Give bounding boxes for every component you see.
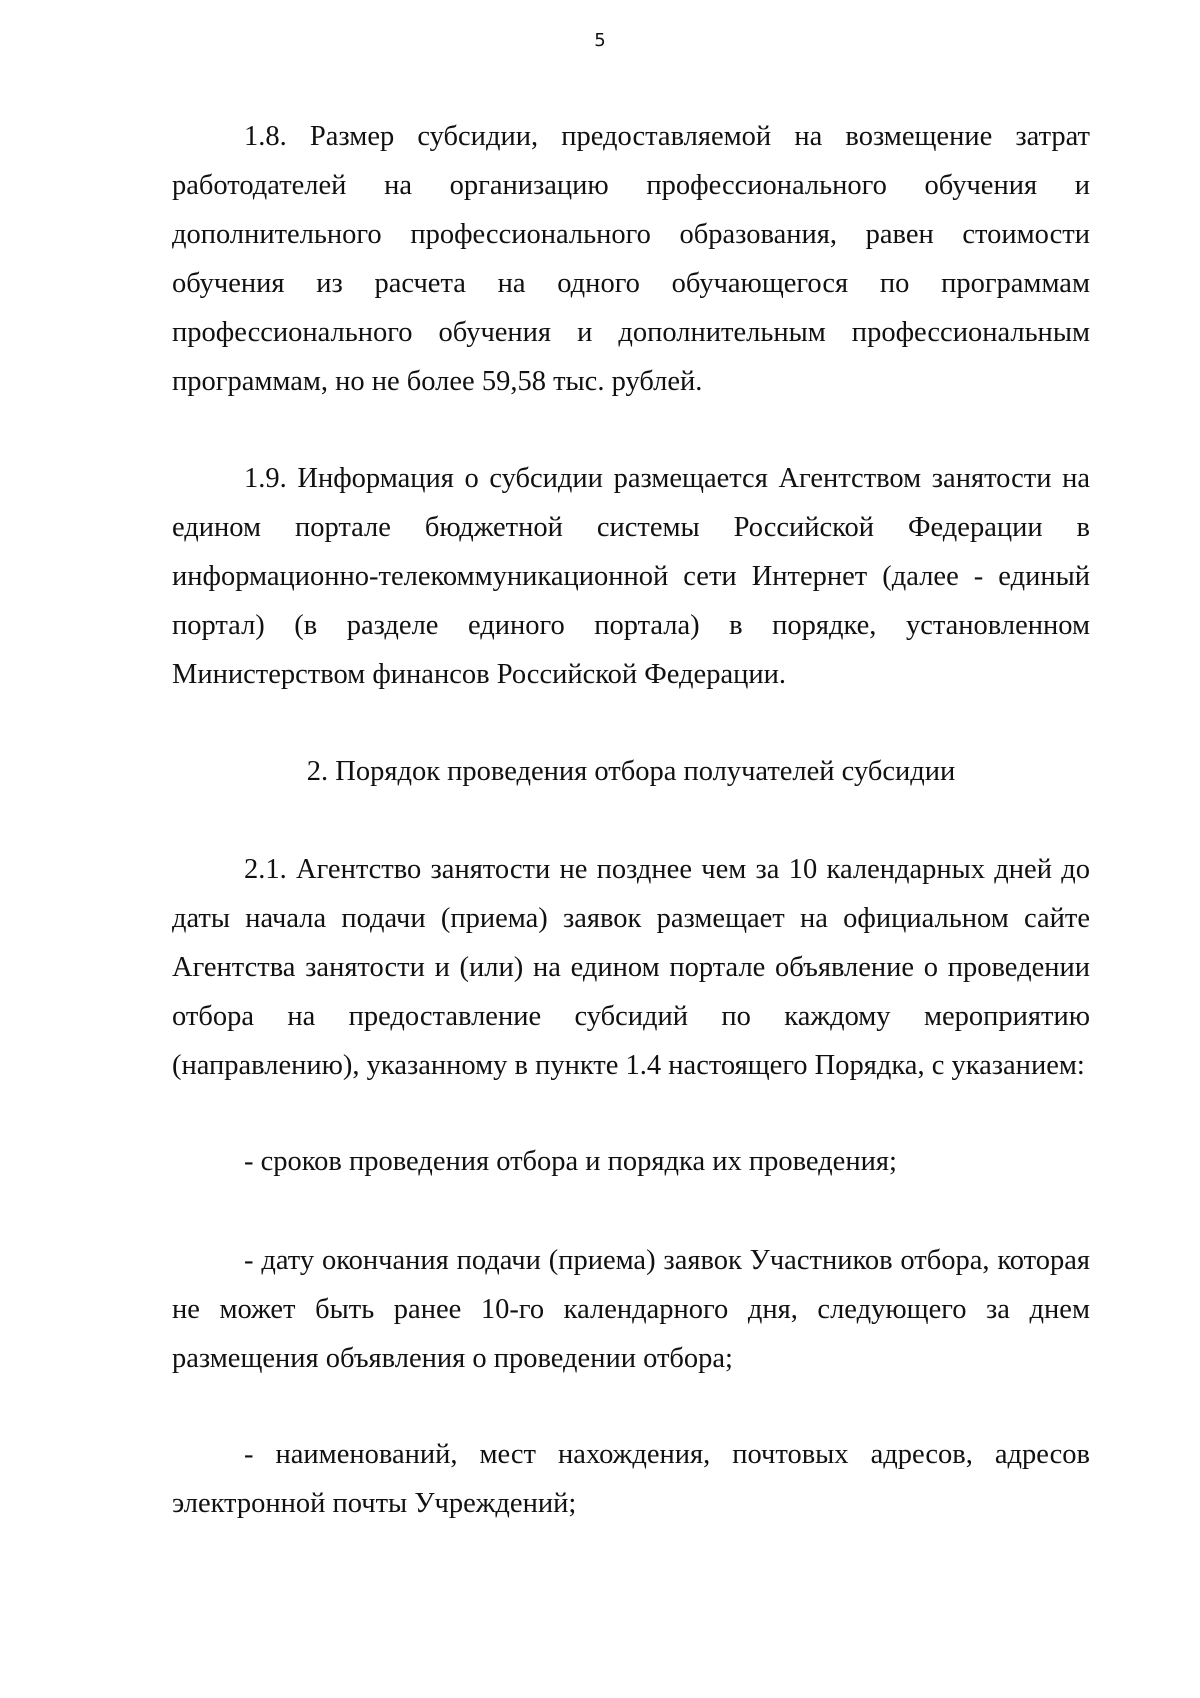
section-2-heading: 2. Порядок проведения отбора получателей субсидии (306, 756, 956, 787)
paragraph-1-8: 1.8. Размер субсидии, предоставляемой на возмещение затрат работодателей на организацию профессионального обучения и дополнительного профессионального образования, равен стоимости обучения из расчета на одного обучающегося по программам профессионального обучения и дополнительным профессиональным программам, но не более 59,58 тыс. рублей. (172, 121, 1090, 397)
paragraph-2-1: 2.1. Агентство занятости не позднее чем за 10 календарных дней до даты начала подачи (приема) заявок размещает на официальном сайте Агентства занятости и (или) на едином портале объявление о проведении отбора на предоставление субсидий по каждому мероприятию (направлению), указанному в пункте 1.4 настоящего Порядка, с указанием: (172, 854, 1090, 1081)
list-item-deadlines: - сроков проведения отбора и порядка их проведения; (244, 1146, 897, 1177)
paragraph-1-9: 1.9. Информация о субсидии размещается Агентством занятости на едином портале бюджетной системы Российской Федерации в информационно-телекоммуникационной сети Интернет (далее - единый портал) (в разделе единого портала) в порядке, установленном Министерством финансов Российской Федерации. (172, 463, 1090, 690)
page-number: 5 (594, 30, 606, 51)
list-item-institutions: - наименований, мест нахождения, почтовых адресов, адресов электронной почты Учреждений; (172, 1439, 1090, 1519)
list-item-end-date: - дату окончания подачи (приема) заявок Участников отбора, которая не может быть ранее 10-го календарного дня, следующего за днем размещения объявления о проведении отбора; (172, 1245, 1090, 1374)
